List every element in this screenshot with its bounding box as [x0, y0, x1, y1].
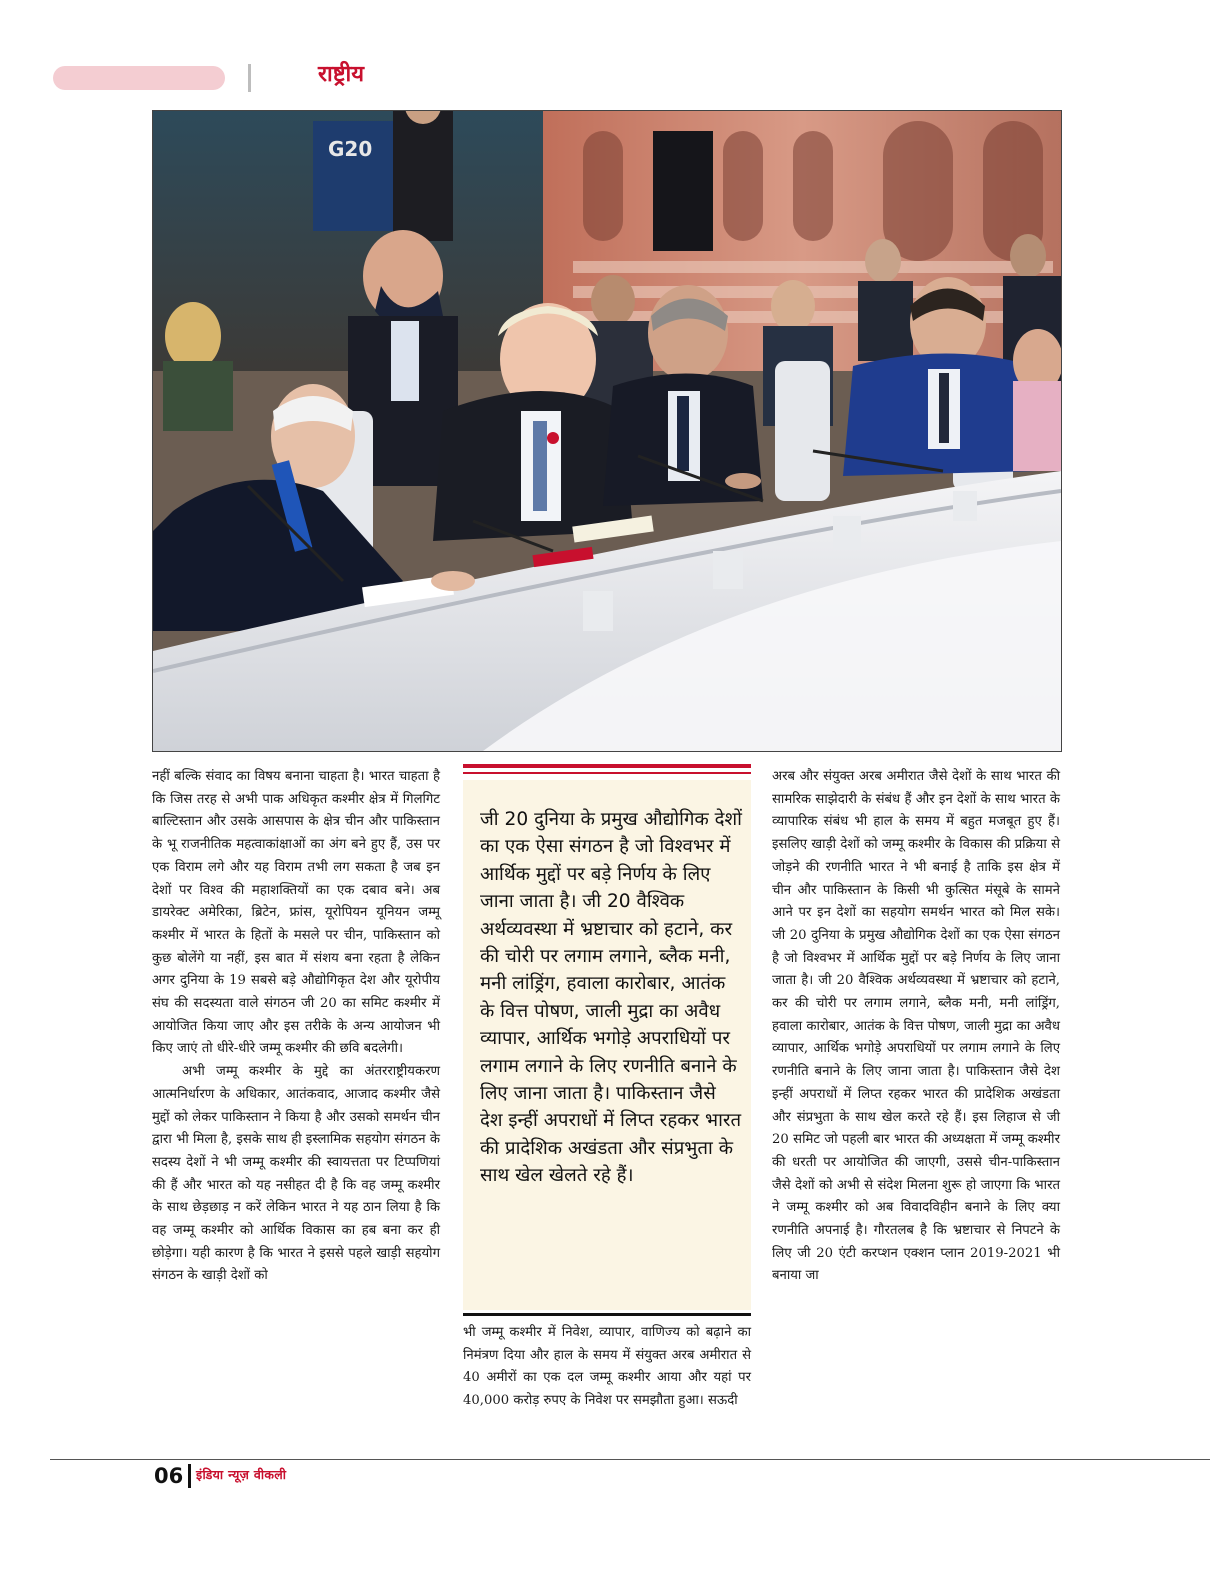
- pullquote-rule-top: [463, 764, 751, 768]
- svg-text:G20: G20: [328, 137, 373, 161]
- article-paragraph: अभी जम्मू कश्मीर के मुद्दे का अंतरराष्ट्रीयकरण आत्मनिर्धारण के अधिकार, आतंकवाद, आजाद कश्मीर जैसे मुद्दों को लेकर पाकिस्तान ने किया है और उसको समर्थन चीन द्वारा भी मिला है, इसके साथ ही इस्लामिक सहयोग संगठन के सदस्य देशों ने भी जम्मू कश्मीर की स्वायत्तता पर टिप्पणियां की हैं और भारत को यह नसीहत दी है कि वह जम्मू कश्मीर के साथ छेड़छाड़ न करें लेकिन भारत ने यह ठान लिया है कि वह जम्मू कश्मीर को आर्थिक विकास का हब बना कर ही छोड़ेगा। यही कारण है कि भारत ने इससे पहले खाड़ी सहयोग संगठन के खाड़ी देशों को: [152, 1064, 440, 1284]
- article-column-3: [772, 766, 1060, 1288]
- footer-divider: [188, 1464, 191, 1488]
- article-paragraph: अरब और संयुक्त अरब अमीरात जैसे देशों के साथ भारत की सामरिक साझेदारी के संबंध हैं और इन देशों के साथ भारत के व्यापारिक संबंध भी हाल के समय में बहुत मजबूत हुए हैं। इसलिए खाड़ी देशों को जम्मू कश्मीर के विकास की प्रक्रिया से जोड़ने की रणनीति भारत ने भी बनाई है ताकि इस क्षेत्र में चीन और पाकिस्तान के किसी भी कुत्सित मंसूबे के सामने आने पर इन देशों का सहयोग समर्थन भारत को मिल सके। जी 20 दुनिया के प्रमुख औद्योगिक देशों का एक ऐसा संगठन है जो विश्वभर में आर्थिक मुद्दों पर बड़े निर्णय के लिए जाना जाता है। जी 20 वैश्विक अर्थव्यवस्था में भ्रष्टाचार को हटाने, कर की चोरी पर लगाम लगाने, ब्लैक मनी, मनी लांड्रिंग, हवाला कारोबार, आतंक के वित्त पोषण, जाली मुद्रा का अवैध व्यापार, आर्थिक भगोड़े अपराधियों पर लगाम लगाने के लिए रणनीति बनाने के लिए जाना जाता है। पाकिस्तान जैसे देश इन्हीं अपराधों में लिप्त रहकर भारत की प्रादेशिक अखंडता और संप्रभुता के साथ खेल करते रहे हैं। इस लिहाज से जी 20 समिट जो पहली बार भारत की अध्यक्षता में जम्मू कश्मीर की धरती पर आयोजित की जाएगी, उससे चीन-पाकिस्तान जैसे देशों को अभी से संदेश मिलना शुरू हो जाएगा कि भारत ने जम्मू कश्मीर को अब विवादविहीन बनाने के लिए क्या रणनीति अपनाई है। गौरतलब है कि भ्रष्टाचार से निपटने के लिए जी 20 एंटी करप्शन एक्शन प्लान 2019-2021 भी बनाया जा: [772, 769, 1060, 1284]
- g20-summit-photo: [152, 110, 1062, 752]
- section-title: राष्ट्रीय: [318, 62, 365, 87]
- header-pill-decoration: [53, 66, 225, 90]
- pullquote-rule-top-thin: [463, 772, 751, 774]
- article-column-1: [152, 766, 440, 1288]
- header-divider: [248, 64, 251, 92]
- footer-rule: [50, 1459, 1210, 1460]
- article-paragraph: नहीं बल्कि संवाद का विषय बनाना चाहता है। भारत चाहता है कि जिस तरह से अभी पाक अधिकृत कश्मीर क्षेत्र में गिलगिट बाल्टिस्तान और उसके आसपास के क्षेत्र चीन और पाकिस्तान के भू राजनीतिक महत्वाकांक्षाओं का अंग बने हुए हैं, उस पर एक विराम लगे और यह विराम तभी लग सकता है जब इन देशों पर विश्व की महाशक्तियों का एक दबाव बने। अब डायरेक्ट अमेरिका, ब्रिटेन, फ्रांस, यूरोपियन यूनियन जम्मू कश्मीर में भारत के हितों के मसले पर चीन, पाकिस्तान को कुछ बोलेंगे या नहीं, इस बात में संशय बना रहता है लेकिन अगर दुनिया के 19 सबसे बड़े औद्योगिकृत देश और यूरोपीय संघ की सदस्यता वाले संगठन जी 20 का समिट कश्मीर में आयोजित किया जाए और इस तरीके के अन्य आयोजन भी किए जाएं तो धीरे-धीरे जम्मू कश्मीर की छवि बदलेगी।: [152, 769, 440, 1057]
- article-paragraph: भी जम्मू कश्मीर में निवेश, व्यापार, वाणिज्य को बढ़ाने का निमंत्रण दिया और हाल के समय में संयुक्त अरब अमीरात से 40 अमीरों का एक दल जम्मू कश्मीर आया और यहां पर 40,000 करोड़ रुपए के निवेश पर समझौता हुआ। सऊदी: [463, 1325, 751, 1409]
- footer-brand-logo: इंडिया न्यूज़ वीकली: [196, 1467, 287, 1482]
- article-column-2: [463, 1322, 751, 1413]
- page-number: 06: [154, 1464, 184, 1488]
- pullquote-rule-bottom: [463, 1313, 751, 1316]
- pullquote-text: जी 20 दुनिया के प्रमुख औद्योगिक देशों का एक ऐसा संगठन है जो विश्वभर में आर्थिक मुद्दों पर बड़े निर्णय के लिए जाना जाता है। जी 20 वैश्विक अर्थव्यवस्था में भ्रष्टाचार को हटाने, कर की चोरी पर लगाम लगाने, ब्लैक मनी, मनी लांड्रिंग, हवाला कारोबार, आतंक के वित्त पोषण, जाली मुद्रा का अवैध व्यापार, आर्थिक भगोड़े अपराधियों पर लगाम लगाने के लिए रणनीति बनाने के लिए जाना जाता है। पाकिस्तान जैसे देश इन्हीं अपराधों में लिप्त रहकर भारत की प्रादेशिक अखंडता और संप्रभुता के साथ खेल खेलते रहे हैं।: [480, 809, 742, 1187]
